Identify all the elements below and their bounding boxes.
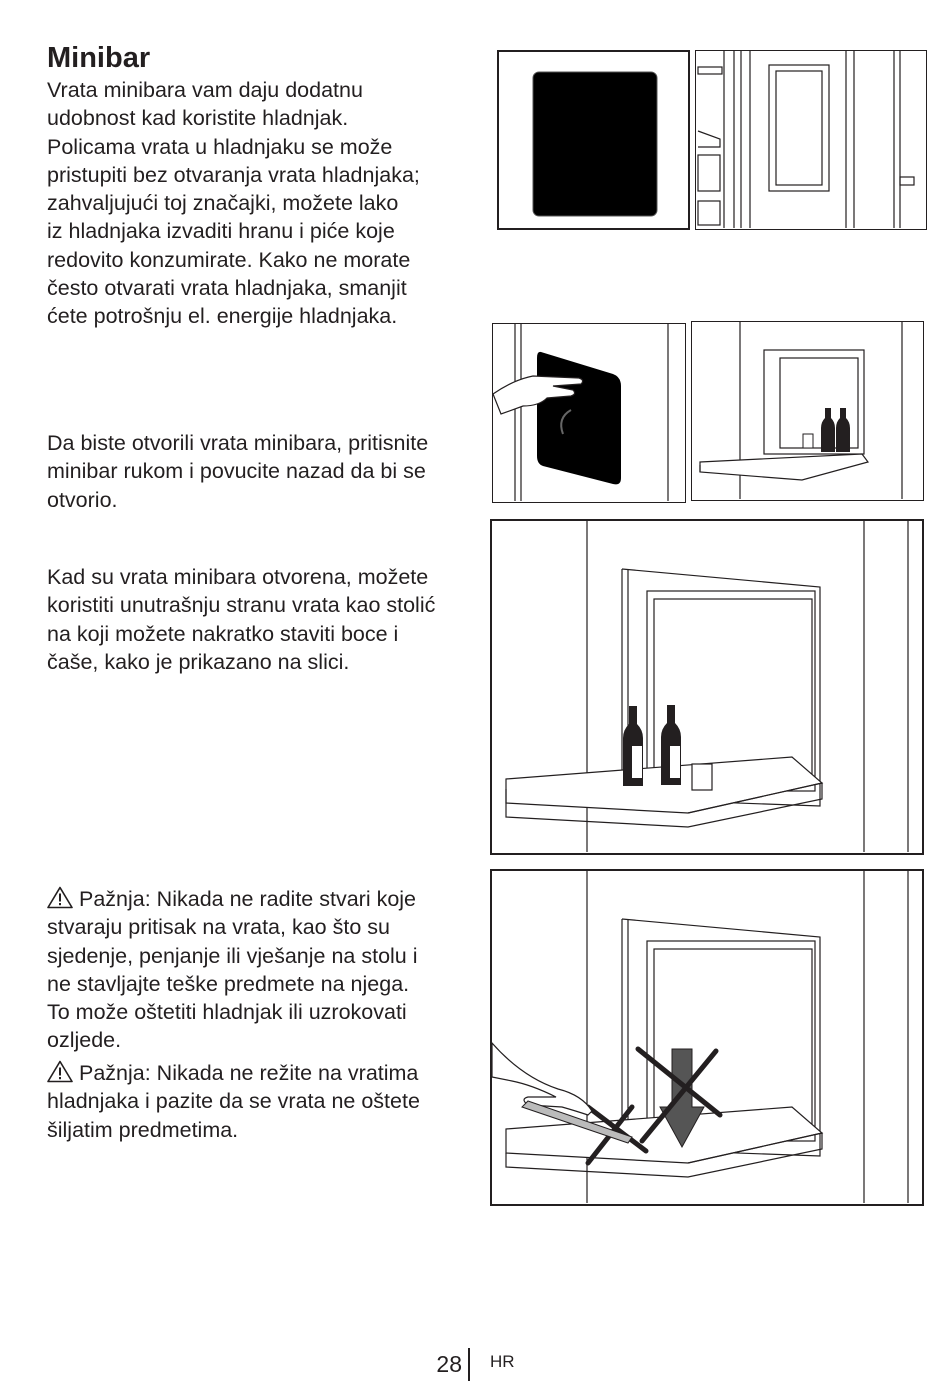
fridge-door-illustration — [696, 51, 925, 228]
figure-fridge-door — [695, 50, 927, 230]
intro-paragraph — [47, 76, 420, 331]
text-line: iz hladnjaka izvaditi hranu i piće koje — [47, 219, 395, 244]
open-door-small-illustration — [692, 322, 922, 499]
text-line: Pažnja: Nikada ne režite na vratima — [79, 1061, 419, 1085]
text-line: ćete potrošnju el. energije hladnjaka. — [47, 304, 398, 329]
text-line-with-icon — [47, 885, 418, 913]
figure-door-open-small — [691, 321, 924, 501]
text-line: ne stavljajte teške predmete na njega. — [47, 971, 410, 996]
page-number: 28 — [436, 1351, 462, 1377]
footer-divider — [468, 1348, 470, 1381]
text-line: sjedenje, penjanje ili vješanje na stolu i — [47, 943, 418, 968]
text-line: zahvaljujući toj značajki, možete lako — [47, 191, 399, 216]
page-footer — [0, 1348, 950, 1384]
text-line: otvorio. — [47, 487, 118, 512]
text-line: koristiti unutrašnju stranu vrata kao stolić — [47, 593, 436, 618]
text-line: hladnjaka i pazite da se vrata ne oštete — [47, 1089, 420, 1114]
section-title: Minibar — [47, 42, 151, 74]
text-line-with-icon — [47, 1059, 420, 1087]
text-line: ozljede. — [47, 1028, 122, 1053]
text-line: Pažnja: Nikada ne radite stvari koje — [79, 887, 417, 911]
prohibited-illustration — [492, 871, 921, 1203]
open-instruction-paragraph — [47, 429, 428, 514]
text-line: često otvarati vrata hladnjaka, smanjit — [47, 276, 407, 301]
press-door-illustration — [493, 324, 684, 501]
text-line: Vrata minibara vam daju dodatnu — [47, 78, 363, 102]
text-line: čaše, kako je prikazano na slici. — [47, 649, 350, 674]
figure-press-to-open — [492, 323, 686, 503]
warning-triangle-icon — [47, 886, 73, 909]
table-usage-paragraph — [47, 563, 435, 676]
text-line: pristupiti bez otvaranja vrata hladnjaka; — [47, 162, 420, 187]
warning-paragraph-2 — [47, 1059, 420, 1144]
text-line: Kad su vrata minibara otvorena, možete — [47, 565, 429, 589]
language-code: HR — [490, 1352, 515, 1371]
text-line: Da biste otvorili vrata minibara, pritisnite — [47, 431, 429, 455]
text-line: šiljatim predmetima. — [47, 1117, 239, 1142]
text-line: redovito konzumirate. Kako ne morate — [47, 247, 411, 272]
warning-paragraph-1 — [47, 885, 418, 1055]
figure-door-as-table — [490, 519, 924, 855]
text-line: minibar rukom i povucite nazad da bi se — [47, 459, 426, 484]
figure-prohibited-actions — [490, 869, 924, 1206]
text-line: stvaraju pritisak na vrata, kao što su — [47, 915, 390, 940]
figure-minibar-closed — [497, 50, 690, 230]
text-line: na koji možete nakratko staviti boce i — [47, 621, 399, 646]
warning-triangle-icon — [47, 1060, 73, 1083]
text-line: udobnost kad koristite hladnjak. — [47, 106, 349, 131]
text-line: To može oštetiti hladnjak ili uzrokovati — [47, 1000, 407, 1025]
minibar-door-illustration — [499, 52, 688, 228]
door-table-illustration — [492, 521, 921, 852]
text-line: Policama vrata u hladnjaku se može — [47, 134, 393, 159]
